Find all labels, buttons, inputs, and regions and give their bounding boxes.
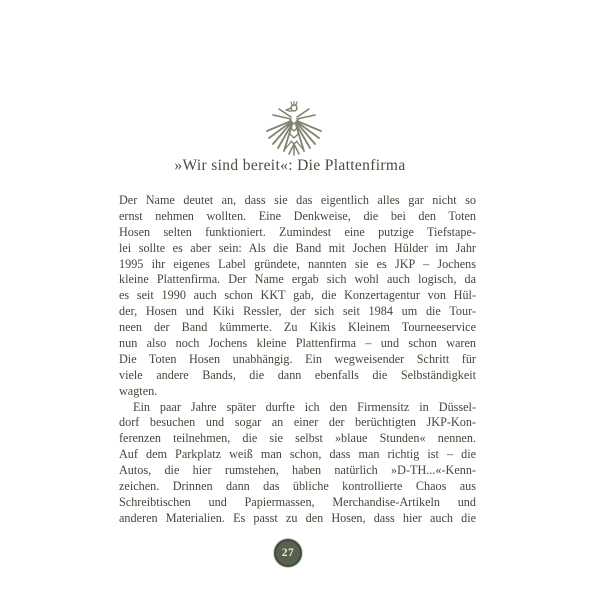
page-number-badge (274, 539, 302, 567)
text-line: anderen Materialien. Es passt zu den Hosen, dass hier auch die (119, 510, 476, 525)
text-line: der, Hosen und Kiki Ressler, der sich seit 1984 um die Tour- (119, 304, 476, 319)
chapter-heading: »Wir sind bereit«: Die Plattenfirma (174, 157, 406, 174)
text-line: kleine Plattenfirma. Der Name ergab sich wohl auch logisch, da (119, 272, 476, 287)
text-line: dorf besuchen und sogar an einer der berüchtigten JKP-Kon- (119, 415, 476, 430)
text-line: neen der Band kümmerte. Zu Kikis Kleinem Tourneeservice (119, 320, 476, 335)
text-line: Hosen selten funktioniert. Zumindest eine putzige Tiefstape- (119, 224, 476, 239)
text-line: Ein paar Jahre später durfte ich den Firmensitz in Düssel- (133, 399, 476, 414)
text-line: ferenzen teilnehmen, die sie selbst »blaue Stunden« nennen. (119, 431, 476, 446)
text-line: Autos, die hier rumstehen, haben natürlich »D-TH...«-Kenn- (119, 463, 476, 478)
text-line: Die Toten Hosen unabhängig. Ein wegweisender Schritt für (119, 351, 476, 366)
text-line: Schreibtischen und Papiermassen, Merchandise-Artikeln und (119, 494, 476, 509)
text-line: es seit 1990 auch schon KKT gab, die Konzertagentur von Hül- (119, 288, 476, 303)
text-line: 1995 ihr eigenes Label gründete, nannten sie es JKP – Jochens (119, 256, 476, 271)
text-line: viele andere Bands, die dann ebenfalls die Selbständigkeit (119, 367, 476, 382)
eagle-emblem-icon (264, 101, 324, 157)
text-line: Auf dem Parkplatz weiß man schon, dass man richtig ist – die (119, 447, 476, 462)
text-line: nun also noch Jochens kleine Plattenfirma – und schon waren (119, 336, 476, 351)
text-line: wagten. (119, 383, 158, 398)
text-line: zeichen. Drinnen dann das übliche kontrollierte Chaos aus (119, 479, 476, 494)
text-line: ernst nehmen wollten. Eine Denkweise, die bei den Toten (119, 208, 476, 223)
text-line: Der Name deutet an, dass sie das eigentlich alles gar nicht so (119, 193, 476, 207)
text-line: lei sollte es aber sein: Als die Band mit Jochen Hülder im Jahr (119, 240, 476, 255)
body-text (119, 193, 476, 527)
page-number: 27 (281, 547, 295, 559)
